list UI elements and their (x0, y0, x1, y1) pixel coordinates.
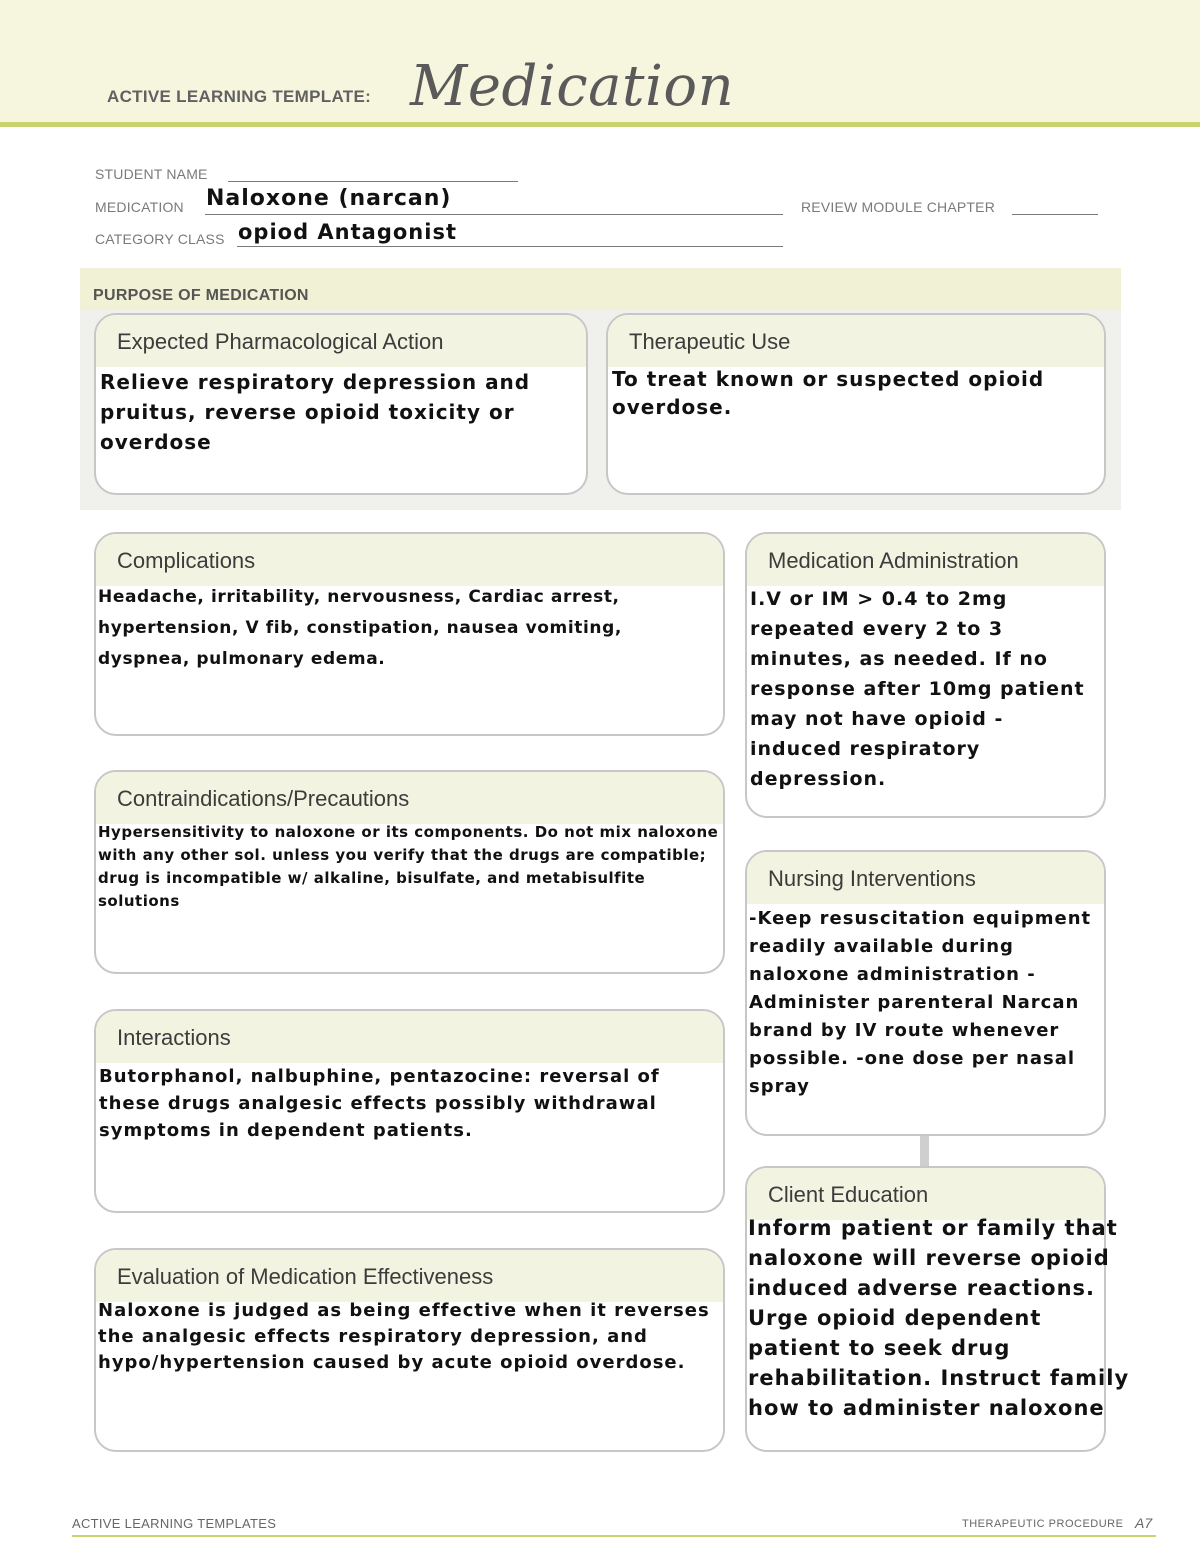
contraindications-title: Contraindications/Precautions (117, 786, 410, 811)
complications-text[interactable]: Headache, irritability, nervousness, Cardiac arrest, hypertension, V fib, constipation, nausea vomiting, dyspnea, pulmonary edema. (98, 587, 622, 669)
header-divider (0, 122, 1200, 127)
review-module-field[interactable] (1012, 214, 1098, 215)
therapeutic-use-box (606, 313, 1106, 495)
nursing-interventions-title: Nursing Interventions (768, 866, 976, 891)
review-module-label: REVIEW MODULE CHAPTER (801, 199, 995, 215)
medication-administration-text[interactable]: I.V or IM > 0.4 to 2mg repeated every 2 to 3 minutes, as needed. If no response after 10mg patient may not have opioid - induced respiratory depression. (750, 588, 1085, 790)
template-label: ACTIVE LEARNING TEMPLATE: (107, 87, 372, 106)
expected-action-text[interactable]: Relieve respiratory depression and pruitus, reverse opioid toxicity or overdose (100, 370, 531, 454)
interactions-box (94, 1009, 725, 1213)
category-class-value: opiod Antagonist (238, 220, 457, 244)
footer-left-label: ACTIVE LEARNING TEMPLATES (72, 1516, 277, 1531)
box-connector (920, 1136, 929, 1167)
footer-right-label: THERAPEUTIC PROCEDURE (962, 1518, 1124, 1530)
student-name-label: STUDENT NAME (95, 166, 208, 182)
nursing-interventions-text[interactable]: -Keep resuscitation equipment readily available during naloxone administration -Administer parenteral Narcan brand by IV route whenever possible. -one dose per nasal spray (749, 908, 1092, 1097)
medication-label: MEDICATION (95, 199, 184, 215)
evaluation-box (94, 1248, 725, 1452)
contraindications-box (94, 770, 725, 974)
page-number: A7 (1135, 1515, 1153, 1531)
therapeutic-use-text[interactable]: To treat known or suspected opioid overdose. (612, 367, 1045, 419)
expected-action-title: Expected Pharmacological Action (117, 329, 444, 354)
category-class-field[interactable] (237, 246, 783, 247)
contraindications-text[interactable]: Hypersensitivity to naloxone or its components. Do not mix naloxone with any other sol. unless you verify that the drugs are compatible; drug is incompatible w/ alkaline, bisulfate, and metabisulfite solutions (98, 823, 719, 910)
category-class-label: CATEGORY CLASS (95, 231, 225, 247)
expected-action-box (94, 313, 588, 495)
client-education-title: Client Education (768, 1182, 929, 1207)
page-title: Medication (410, 54, 735, 119)
complications-box (94, 532, 725, 736)
evaluation-text[interactable]: Naloxone is judged as being effective when it reverses the analgesic effects respiratory depression, and hypo/hypertension caused by acute opioid overdose. (98, 1300, 710, 1373)
student-name-field[interactable] (228, 181, 518, 182)
nursing-interventions-box (745, 850, 1106, 1136)
medication-field[interactable] (205, 214, 783, 215)
medication-administration-box (745, 532, 1106, 818)
footer-divider (72, 1535, 1156, 1537)
evaluation-title: Evaluation of Medication Effectiveness (117, 1264, 494, 1289)
medication-administration-title: Medication Administration (768, 548, 1019, 573)
medication-value: Naloxone (narcan) (206, 186, 452, 211)
complications-title: Complications (117, 548, 256, 573)
interactions-text[interactable]: Butorphanol, nalbuphine, pentazocine: reversal of these drugs analgesic effects possibly withdrawal symptoms in dependent patients. (99, 1066, 660, 1141)
interactions-title: Interactions (117, 1025, 231, 1050)
purpose-title: PURPOSE OF MEDICATION (93, 287, 309, 304)
therapeutic-use-title: Therapeutic Use (629, 329, 791, 354)
client-education-text[interactable]: Inform patient or family that naloxone will reverse opioid induced adverse reactions. Urge opioid dependent patient to seek drug rehabilitation. Instruct family how to administer naloxone (748, 1216, 1130, 1420)
